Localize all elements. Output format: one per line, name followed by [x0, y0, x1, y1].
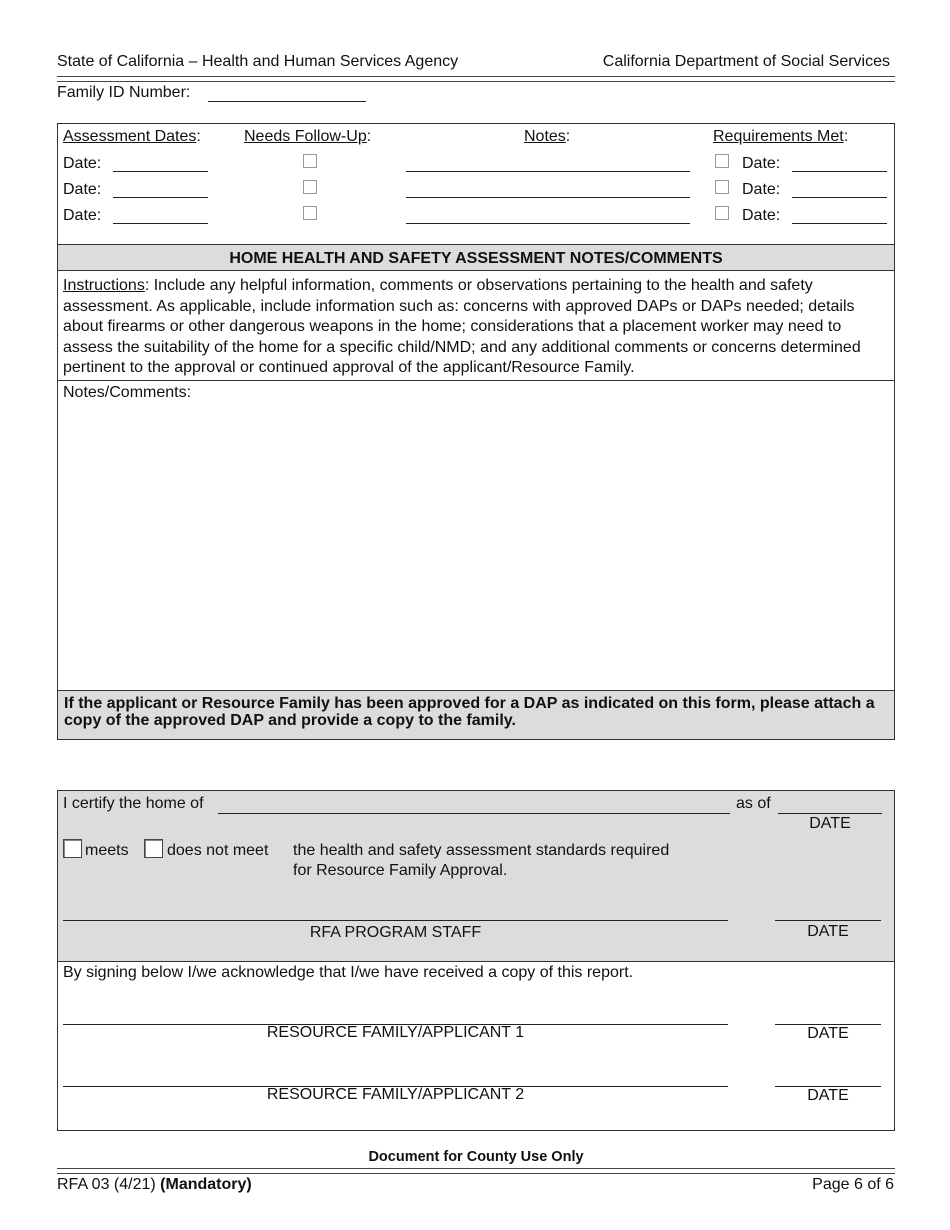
applicant2-signature-line[interactable] — [63, 1068, 728, 1087]
instructions-divider — [58, 380, 894, 381]
dap-notice: If the applicant or Resource Family has been approved for a DAP as indicated on this form, please attach a copy of the approved DAP and provide a copy to the family. — [58, 690, 894, 739]
requirements-date-label: Date: — [742, 181, 781, 198]
assessment-date-label: Date: — [63, 207, 102, 224]
applicant2-date-line[interactable] — [775, 1068, 881, 1087]
standards-text-line2: for Resource Family Approval. — [293, 862, 508, 879]
applicant1-date-caption: DATE — [807, 1025, 849, 1042]
form-id: RFA 03 (4/21) (Mandatory) — [57, 1176, 252, 1193]
does-not-meet-label: does not meet — [167, 842, 269, 859]
applicant2-date-caption: DATE — [807, 1087, 849, 1104]
requirements-met-checkbox[interactable] — [715, 206, 729, 220]
follow-up-checkbox[interactable] — [303, 180, 317, 194]
acknowledgement-text: By signing below I/we acknowledge that I/we have received a copy of this report. — [63, 964, 634, 981]
certify-date-field[interactable] — [778, 795, 882, 814]
requirements-date-field[interactable] — [792, 207, 887, 224]
requirements-date-label: Date: — [742, 155, 781, 172]
requirements-met-checkbox[interactable] — [715, 180, 729, 194]
assessment-date-label: Date: — [63, 155, 102, 172]
county-use-notice: Document for County Use Only — [368, 1149, 584, 1165]
meets-label: meets — [85, 842, 129, 859]
certify-prefix: I certify the home of — [63, 795, 204, 812]
assessment-date-field[interactable] — [113, 155, 208, 172]
notes-header: Notes: — [524, 128, 571, 145]
follow-up-checkbox[interactable] — [303, 206, 317, 220]
requirements-met-header: Requirements Met: — [713, 128, 849, 145]
certification-divider — [58, 961, 894, 962]
staff-caption: RFA PROGRAM STAFF — [309, 924, 482, 941]
notes-field[interactable] — [406, 181, 690, 198]
certify-as-of: as of — [736, 795, 771, 812]
requirements-date-label: Date: — [742, 207, 781, 224]
instructions-text: Instructions: Include any helpful information, comments or observations pertaining to the health and safety assessment. As applicable, include information such as: concerns with approved DAPs or DAPs needed; details about firearms or other dangerous weapons in the home; considerations that a placement worker may need to assess the suitability of the home for a specific child/NMD; and any additional comments or concerns determined pertinent to the approval or continued approval of the applicant/Resource Family. — [63, 277, 861, 376]
page-number: Page 6 of 6 — [812, 1176, 894, 1193]
requirements-date-field[interactable] — [792, 155, 887, 172]
certify-home-field[interactable] — [218, 795, 730, 814]
notes-field[interactable] — [406, 155, 690, 172]
staff-date-caption: DATE — [807, 923, 849, 940]
staff-date-line[interactable] — [775, 902, 881, 921]
agency-name: State of California – Health and Human Services Agency — [57, 53, 459, 70]
notes-comments-area[interactable] — [60, 406, 890, 688]
applicant2-caption: RESOURCE FAMILY/APPLICANT 2 — [266, 1086, 525, 1103]
certify-date-caption: DATE — [809, 815, 851, 832]
notes-comments-label: Notes/Comments: — [63, 384, 192, 401]
applicant1-date-line[interactable] — [775, 1006, 881, 1025]
assessment-dates-header: Assessment Dates: — [63, 128, 201, 145]
assessment-date-label: Date: — [63, 181, 102, 198]
meets-checkbox[interactable] — [63, 839, 82, 858]
applicant1-signature-line[interactable] — [63, 1006, 728, 1025]
notes-field[interactable] — [406, 207, 690, 224]
footer-rule — [57, 1168, 895, 1174]
family-id-field[interactable] — [208, 84, 366, 102]
header-rule — [57, 76, 895, 82]
standards-text-line1: the health and safety assessment standards required — [293, 842, 670, 859]
applicant1-caption: RESOURCE FAMILY/APPLICANT 1 — [266, 1024, 525, 1041]
assessment-date-field[interactable] — [113, 207, 208, 224]
requirements-met-checkbox[interactable] — [715, 154, 729, 168]
requirements-date-field[interactable] — [792, 181, 887, 198]
follow-up-checkbox[interactable] — [303, 154, 317, 168]
staff-signature-line[interactable] — [63, 902, 728, 921]
department-name: California Department of Social Services — [602, 53, 890, 70]
does-not-meet-checkbox[interactable] — [144, 839, 163, 858]
needs-follow-up-header: Needs Follow-Up: — [244, 128, 372, 145]
notes-section-title: HOME HEALTH AND SAFETY ASSESSMENT NOTES/COMMENTS — [58, 244, 894, 271]
family-id-label: Family ID Number: — [57, 84, 191, 101]
assessment-date-field[interactable] — [113, 181, 208, 198]
